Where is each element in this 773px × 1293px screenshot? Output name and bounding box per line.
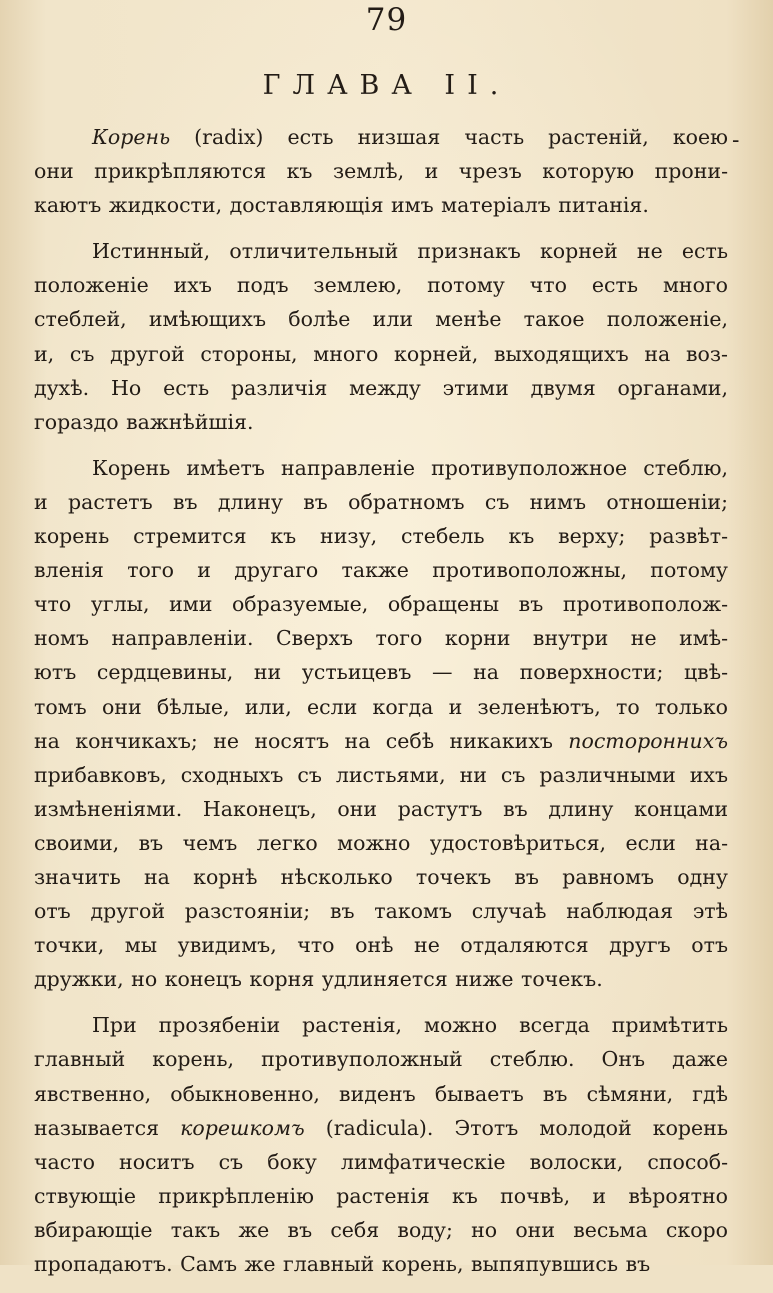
line-text: часто носитъ съ боку лимфатическіе волоски, способ- [34, 1149, 728, 1174]
line-text: ствующіе прикрѣпленію растенія къ почвѣ, и вѣроятно [34, 1183, 728, 1208]
text-line [34, 792, 728, 826]
line-text: дружки, но конецъ корня удлиняется ниже точекъ. [34, 967, 603, 992]
line-text: они прикрѣпляются къ землѣ, и чрезъ которую прони- [34, 159, 728, 184]
text-line [34, 655, 728, 689]
text-line [34, 1179, 728, 1213]
text-line [34, 1077, 728, 1111]
line-text: При прозябеніи растенія, можно всегда примѣтить [92, 1013, 728, 1038]
paragraph [34, 451, 728, 997]
chapter-title: ГЛАВА II. [262, 70, 511, 101]
line-text: томъ они бѣлые, или, если когда и зеленѣютъ, то только [34, 694, 728, 719]
text-line [34, 188, 728, 222]
line-text: Корень имѣетъ направленіе противуположное стеблю, [92, 455, 728, 480]
text-line [34, 451, 728, 485]
italic-term: Корень [92, 125, 171, 149]
line-text: точки, мы увидимъ, что онѣ не отдаляются другъ отъ [34, 933, 728, 958]
text-line [34, 1247, 728, 1281]
paragraph [34, 1008, 728, 1281]
line-text: каютъ жидкости, доставляющія имъ матеріалъ питанія. [34, 193, 649, 218]
text-line [34, 758, 728, 792]
line-text: на кончикахъ; не носятъ на себѣ никакихъ [34, 728, 569, 753]
line-text: Истинный, отличительный признакъ корней не есть [92, 239, 728, 264]
text-line [34, 1008, 728, 1042]
line-text: отъ другой разстояніи; въ такомъ случаѣ наблюдая этѣ [34, 899, 728, 924]
paragraph [34, 234, 728, 439]
paragraph [34, 120, 728, 222]
text-line [34, 1145, 728, 1179]
text-line [34, 826, 728, 860]
line-text: вленія того и другаго также противоположны, потому [34, 558, 728, 583]
text-line [34, 553, 728, 587]
line-text: что углы, ими образуемые, обращены въ противополож- [34, 592, 728, 617]
text-line [34, 485, 728, 519]
line-text: номъ направленіи. Сверхъ того корни внутри не имѣ- [34, 626, 728, 651]
text-line [34, 860, 728, 894]
text-line [34, 234, 728, 268]
text-line [34, 962, 728, 996]
line-text: прибавковъ, сходныхъ съ листьями, ни съ различными ихъ [34, 762, 728, 787]
line-text: своими, въ чемъ легко можно удостовѣриться, если на- [34, 830, 728, 855]
margin-mark: - [732, 128, 740, 153]
line-text: называется [34, 1115, 181, 1140]
text-line [34, 405, 728, 439]
line-text: гораздо важнѣйшія. [34, 409, 254, 434]
text-line [34, 1213, 728, 1247]
line-text: корень стремится къ низу, стебель къ верху; развѣт- [34, 524, 728, 549]
text-line [34, 120, 728, 154]
line-text: и растетъ въ длину въ обратномъ съ нимъ отношеніи; [34, 489, 728, 514]
line-text: главный корень, противуположный стеблю. Онъ даже [34, 1047, 728, 1072]
text-line [34, 587, 728, 621]
italic-term: постороннихъ [568, 728, 728, 753]
page-number: 79 [365, 2, 408, 38]
line-text: вбирающіе такъ же въ себя воду; но они весьма скоро [34, 1217, 728, 1242]
line-text: стеблей, имѣющихъ болѣе или менѣе такое положеніе, [34, 307, 728, 332]
text-line [34, 621, 728, 655]
line-text: положеніе ихъ подъ землею, потому что есть много [34, 273, 728, 298]
text-line [34, 302, 728, 336]
text-line [34, 154, 728, 188]
italic-term: корешкомъ [180, 1115, 305, 1140]
line-text: измѣненіями. Наконецъ, они растутъ въ длину концами [34, 796, 728, 821]
text-line [34, 519, 728, 553]
text-line [34, 337, 728, 371]
text-line [34, 690, 728, 724]
text-line [34, 1111, 728, 1145]
line-text: и, съ другой стороны, много корней, выходящихъ на воз- [34, 341, 728, 366]
text-line [34, 371, 728, 405]
line-text: духѣ. Но есть различія между этими двумя органами, [34, 375, 728, 400]
line-text: пропадаютъ. Самъ же главный корень, выпяпувшись въ [34, 1252, 651, 1276]
text-line [34, 894, 728, 928]
line-text: (radix) есть низшая часть растеній, коею [170, 125, 728, 149]
text-line [34, 268, 728, 302]
body-text [34, 120, 728, 1293]
text-line [34, 928, 728, 962]
line-text: (radicula). Этотъ молодой корень [304, 1115, 728, 1140]
line-text: ютъ сердцевины, ни устьицевъ — на поверхности; цвѣ- [34, 660, 728, 685]
line-text: значить на корнѣ нѣсколько точекъ въ равномъ одну [34, 864, 728, 889]
line-text: явственно, обыкновенно, виденъ бываетъ въ сѣмяни, гдѣ [34, 1081, 728, 1106]
text-line [34, 724, 728, 758]
text-line [34, 1042, 728, 1076]
